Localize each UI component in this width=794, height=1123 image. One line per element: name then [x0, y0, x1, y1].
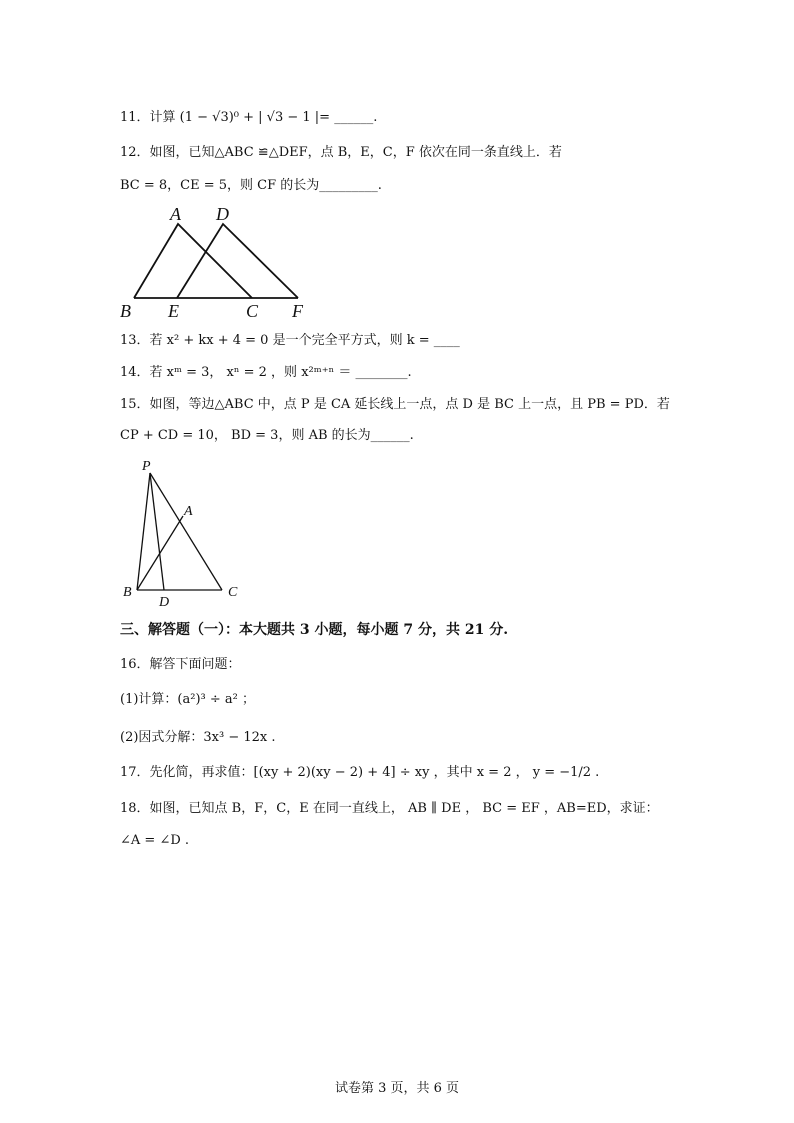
question-14: 14．若 xᵐ = 3， xⁿ = 2 ，则 x²ᵐ⁺ⁿ ＝ ________.: [120, 365, 412, 380]
label-c: C: [228, 585, 238, 600]
label-b: B: [123, 585, 132, 600]
question-18-line2: ∠A = ∠D .: [120, 833, 190, 848]
question-13: 13．若 x² + kx + 4 = 0 是一个完全平方式，则 k = ____: [120, 333, 460, 348]
question-16-intro: 16．解答下面问题：: [120, 657, 241, 672]
section-heading: 三、解答题（一）：本大题共 3 小题，每小题 7 分，共 21 分.: [120, 622, 509, 638]
question-11: 11．计算 (1 − √3)⁰ + | √3 − 1 |= ______.: [120, 110, 378, 125]
segment-pd: [150, 473, 164, 590]
page-footer: 试卷第 3 页，共 6 页: [334, 1081, 460, 1096]
label-a: A: [184, 504, 193, 519]
label-p: P: [142, 459, 151, 474]
label-b: B: [120, 301, 131, 321]
question-16-part2: (2)因式分解：3x³ − 12x .: [120, 730, 276, 745]
question-15-line2: CP + CD = 10， BD = 3，则 AB 的长为______.: [120, 428, 414, 443]
label-c: C: [246, 301, 259, 321]
question-18-line1: 18．如图，已知点 B，F，C，E 在同一直线上， AB ∥ DE ， BC = EF ，AB=ED，求证：: [120, 801, 659, 816]
label-d: D: [216, 204, 229, 224]
question-12-line1: 12．如图，已知△ABC ≌△DEF，点 B，E，C，F 依次在同一条直线上．若: [120, 145, 562, 160]
label-e: E: [168, 301, 179, 321]
segment-pc: [150, 473, 222, 590]
question-16-part1: (1)计算：(a²)³ ÷ a² ；: [120, 692, 255, 707]
label-a: A: [170, 204, 181, 224]
question-15-line1: 15．如图，等边△ABC 中，点 P 是 CA 延长线上一点，点 D 是 BC 上一点，且 PB = PD．若: [120, 397, 670, 412]
question-12-line2: BC = 8，CE = 5，则 CF 的长为_________.: [120, 178, 382, 193]
label-d: D: [159, 595, 170, 610]
question-17: 17．先化简，再求值：[(xy + 2)(xy − 2) + 4] ÷ xy ，其中 x = 2 ， y = −1/2 .: [120, 765, 600, 780]
label-f: F: [292, 301, 303, 321]
